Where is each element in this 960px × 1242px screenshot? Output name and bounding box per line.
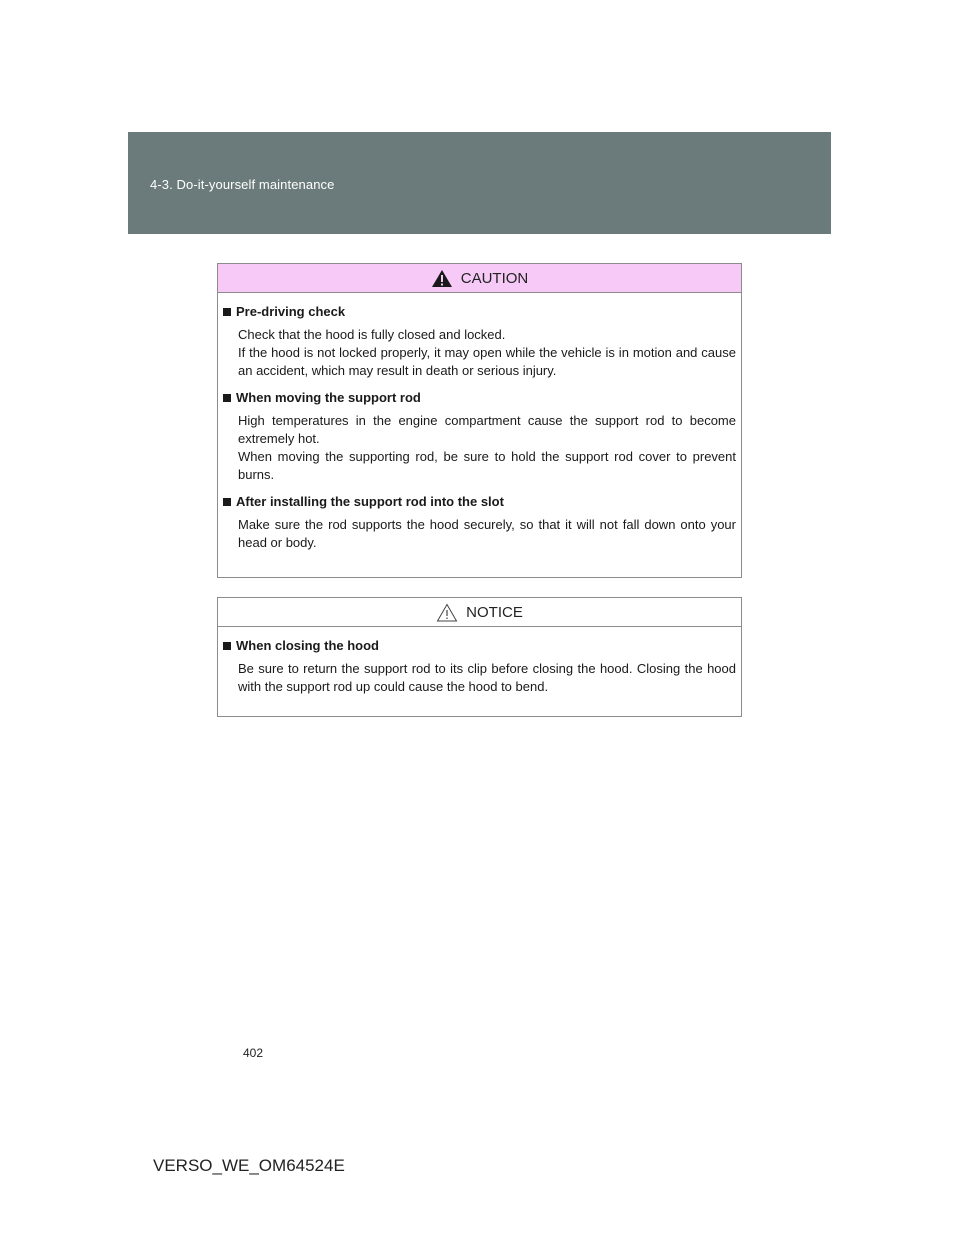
warning-filled-icon [431, 269, 453, 288]
notice-label: NOTICE [466, 603, 523, 621]
caution-item-text: Make sure the rod supports the hood securely, so that it will not fall down onto your head or body. [238, 517, 736, 550]
caution-item [223, 492, 736, 552]
notice-box [217, 597, 742, 717]
bullet-square-icon [223, 308, 231, 316]
caution-item-title: After installing the support rod into the slot [236, 494, 504, 509]
caution-item-text: When moving the supporting rod, be sure to hold the support rod cover to prevent burns. [238, 449, 736, 482]
notice-item-text: Be sure to return the support rod to its clip before closing the hood. Closing the hood with the support rod up could cause the hood to bend. [238, 661, 736, 694]
notice-item-title: When closing the hood [236, 638, 379, 653]
document-code: VERSO_WE_OM64524E [153, 1156, 345, 1175]
notice-header [218, 598, 741, 627]
caution-item-title: When moving the support rod [236, 390, 421, 405]
bullet-square-icon [223, 642, 231, 650]
bullet-square-icon [223, 498, 231, 506]
caution-item-text: If the hood is not locked properly, it may open while the vehicle is in motion and cause an accident, which may result in death or serious injury. [238, 345, 736, 378]
warning-outline-icon [436, 603, 458, 622]
caution-item-title: Pre-driving check [236, 304, 346, 319]
caution-label: CAUTION [460, 269, 529, 287]
section-title: 4-3. Do-it-yourself maintenance [150, 177, 335, 192]
header-band [128, 132, 831, 234]
bullet-square-icon [223, 394, 231, 402]
caution-box [217, 263, 742, 578]
caution-header [218, 264, 741, 293]
caution-item [223, 302, 736, 380]
notice-item [223, 636, 736, 696]
page-number: 402 [243, 1046, 264, 1060]
caution-item-text: Check that the hood is fully closed and locked. [238, 327, 506, 342]
caution-item [223, 388, 736, 484]
caution-item-text: High temperatures in the engine compartment cause the support rod to become extremely hot. [238, 413, 736, 446]
